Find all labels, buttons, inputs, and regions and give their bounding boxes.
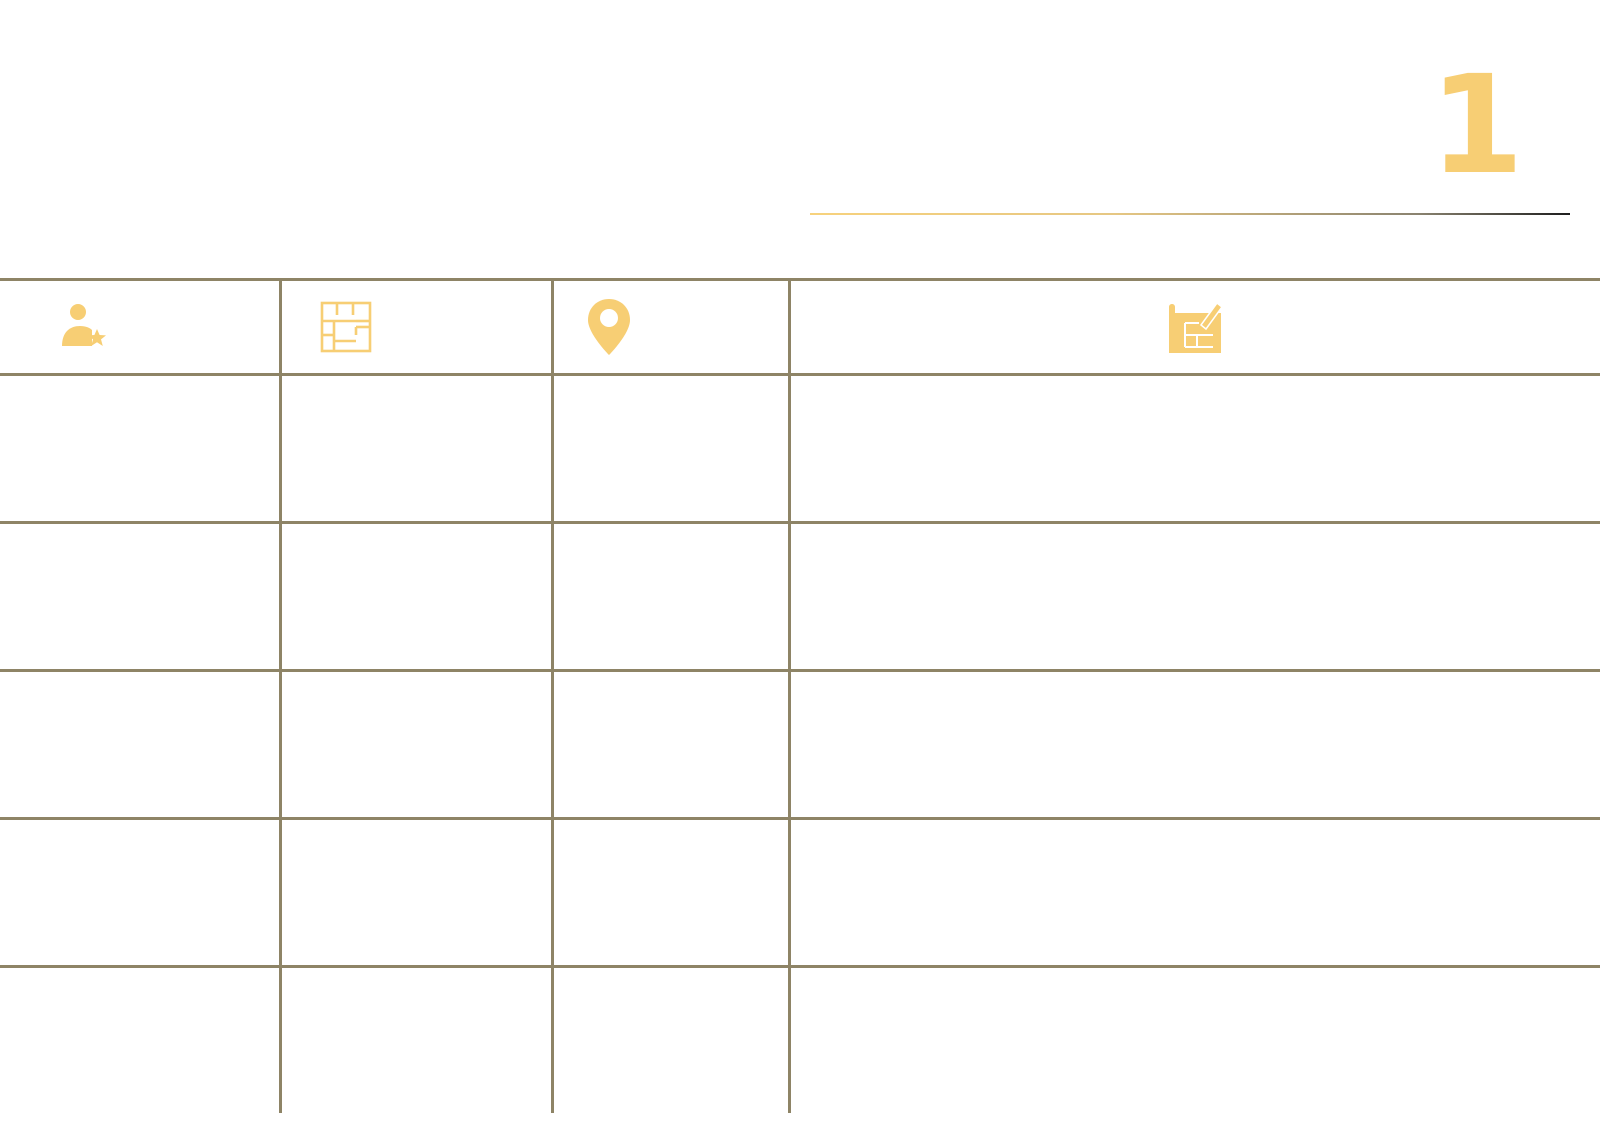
table-cell[interactable] <box>789 967 1600 1114</box>
table-row <box>0 967 1600 1114</box>
table-cell[interactable] <box>789 819 1600 967</box>
table-cell[interactable] <box>552 967 789 1114</box>
table-cell[interactable] <box>0 819 280 967</box>
planner-table <box>0 278 1600 1113</box>
table-row <box>0 671 1600 819</box>
blueprint-edit-icon <box>1167 299 1223 355</box>
table-cell[interactable] <box>552 523 789 671</box>
table-cell[interactable] <box>789 523 1600 671</box>
table-cell[interactable] <box>280 819 552 967</box>
header-cell-client <box>0 280 280 375</box>
table-cell[interactable] <box>552 671 789 819</box>
table-cell[interactable] <box>789 375 1600 523</box>
table-row <box>0 375 1600 523</box>
floor-plan-icon <box>320 301 372 353</box>
table-cell[interactable] <box>0 523 280 671</box>
location-pin-icon <box>586 297 632 357</box>
table-cell[interactable] <box>280 671 552 819</box>
table-cell[interactable] <box>0 671 280 819</box>
table-row <box>0 523 1600 671</box>
table-cell[interactable] <box>0 375 280 523</box>
table-header-row <box>0 280 1600 375</box>
table-cell[interactable] <box>280 967 552 1114</box>
header-cell-blueprint <box>789 280 1600 375</box>
table-cell[interactable] <box>0 967 280 1114</box>
page-number: 1 <box>1429 47 1524 205</box>
header-cell-location <box>552 280 789 375</box>
table-cell[interactable] <box>552 819 789 967</box>
header-divider <box>810 213 1570 215</box>
header-cell-floor-plan <box>280 280 552 375</box>
table-cell[interactable] <box>280 523 552 671</box>
table-row <box>0 819 1600 967</box>
person-star-icon <box>60 302 110 352</box>
table-cell[interactable] <box>552 375 789 523</box>
table-cell[interactable] <box>789 671 1600 819</box>
table-cell[interactable] <box>280 375 552 523</box>
